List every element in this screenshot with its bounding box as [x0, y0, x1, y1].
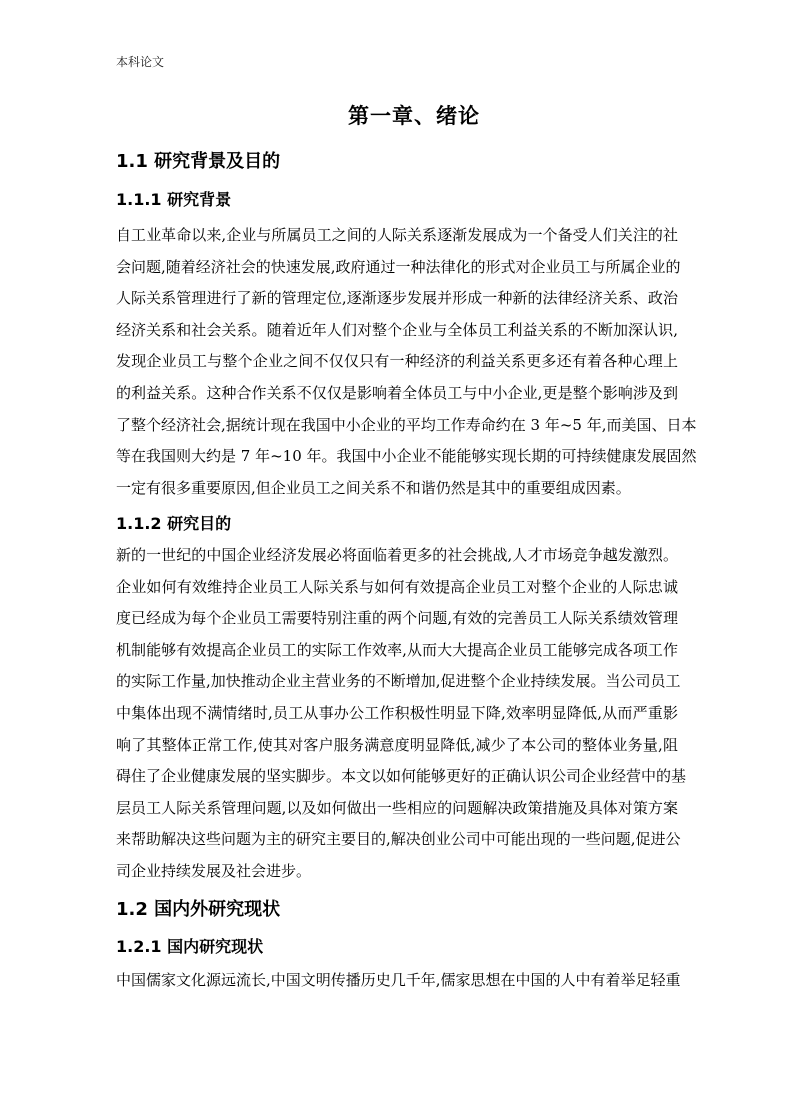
heading-1-1-1: 1.1.1 研究背景: [116, 190, 232, 209]
paragraph-line: 度已经成为每个企业员工需要特别注重的两个问题,有效的完善员工人际关系绩效管理: [116, 609, 678, 628]
paragraph-line: 中国儒家文化源远流长,中国文明传播历史几千年,儒家思想在中国的人中有着举足轻重: [116, 971, 681, 989]
paragraph-research-background: [116, 220, 697, 504]
paragraph-line: 新的一世纪的中国企业经济发展必将面临着更多的社会挑战,人才市场竞争越发激烈。: [116, 546, 678, 564]
paragraph-line: 的实际工作量,加快推动企业主营业务的不断增加,促进整个企业持续发展。当公司员工: [116, 672, 681, 691]
heading-1-1-2: 1.1.2 研究目的: [116, 514, 232, 533]
paragraph-line: 自工业革命以来,企业与所属员工之间的人际关系逐渐发展成为一个备受人们关注的社: [116, 226, 678, 244]
paragraph-line: 会问题,随着经济社会的快速发展,政府通过一种法律化的形式对企业员工与所属企业的: [116, 257, 681, 276]
paragraph-line: 司企业持续发展及社会进步。: [116, 861, 312, 880]
heading-1-1: 1.1 研究背景及目的: [116, 151, 281, 172]
paragraph-research-purpose: [116, 540, 687, 888]
paragraph-domestic-research: [116, 965, 681, 997]
running-header: 本科论文: [116, 55, 165, 69]
chapter-title: 第一章、绪论: [348, 104, 480, 128]
paragraph-line: 了整个经济社会,据统计现在我国中小企业的平均工作寿命约在 3 年~5 年,而美国、日本: [116, 415, 697, 434]
paragraph-line: 企业如何有效维持企业员工人际关系与如何有效提高企业员工对整个企业的人际忠诚: [116, 577, 678, 596]
header-rule: [114, 75, 676, 76]
paragraph-line: 层员工人际关系管理问题,以及如何做出一些相应的问题解决政策措施及具体对策方案: [116, 798, 678, 817]
paragraph-line: 人际关系管理进行了新的管理定位,逐渐逐步发展并形成一种新的法律经济关系、政治: [116, 289, 678, 308]
heading-1-2-1: 1.2.1 国内研究现状: [116, 937, 264, 956]
paragraph-line: 发现企业员工与整个企业之间不仅仅只有一种经济的利益关系更多还有着各种心理上: [116, 352, 678, 371]
paragraph-line: 碍住了企业健康发展的坚实脚步。本文以如何能够更好的正确认识公司企业经营中的基: [116, 767, 687, 786]
heading-1-2: 1.2 国内外研究现状: [116, 899, 281, 920]
paragraph-line: 的利益关系。这种合作关系不仅仅是影响着全体员工与中小企业,更是整个影响涉及到: [116, 383, 678, 402]
paragraph-line: 机制能够有效提高企业员工的实际工作效率,从而大大提高企业员工能够完成各项工作: [116, 640, 678, 659]
paragraph-line: 响了其整体正常工作,使其对客户服务满意度明显降低,减少了本公司的整体业务量,阻: [116, 735, 678, 754]
paragraph-line: 中集体出现不满情绪时,员工从事办公工作积极性明显下降,效率明显降低,从而严重影: [116, 703, 678, 722]
paragraph-line: 一定有很多重要原因,但企业员工之间关系不和谐仍然是其中的重要组成因素。: [116, 478, 631, 497]
paragraph-line: 经济关系和社会关系。随着近年人们对整个企业与全体员工利益关系的不断加深认识,: [116, 320, 678, 339]
paragraph-line: 来帮助解决这些问题为主的研究主要目的,解决创业公司中可能出现的一些问题,促进公: [116, 830, 681, 849]
paragraph-line: 等在我国则大约是 7 年~10 年。我国中小企业不能能够实现长期的可持续健康发展固然: [116, 447, 697, 466]
